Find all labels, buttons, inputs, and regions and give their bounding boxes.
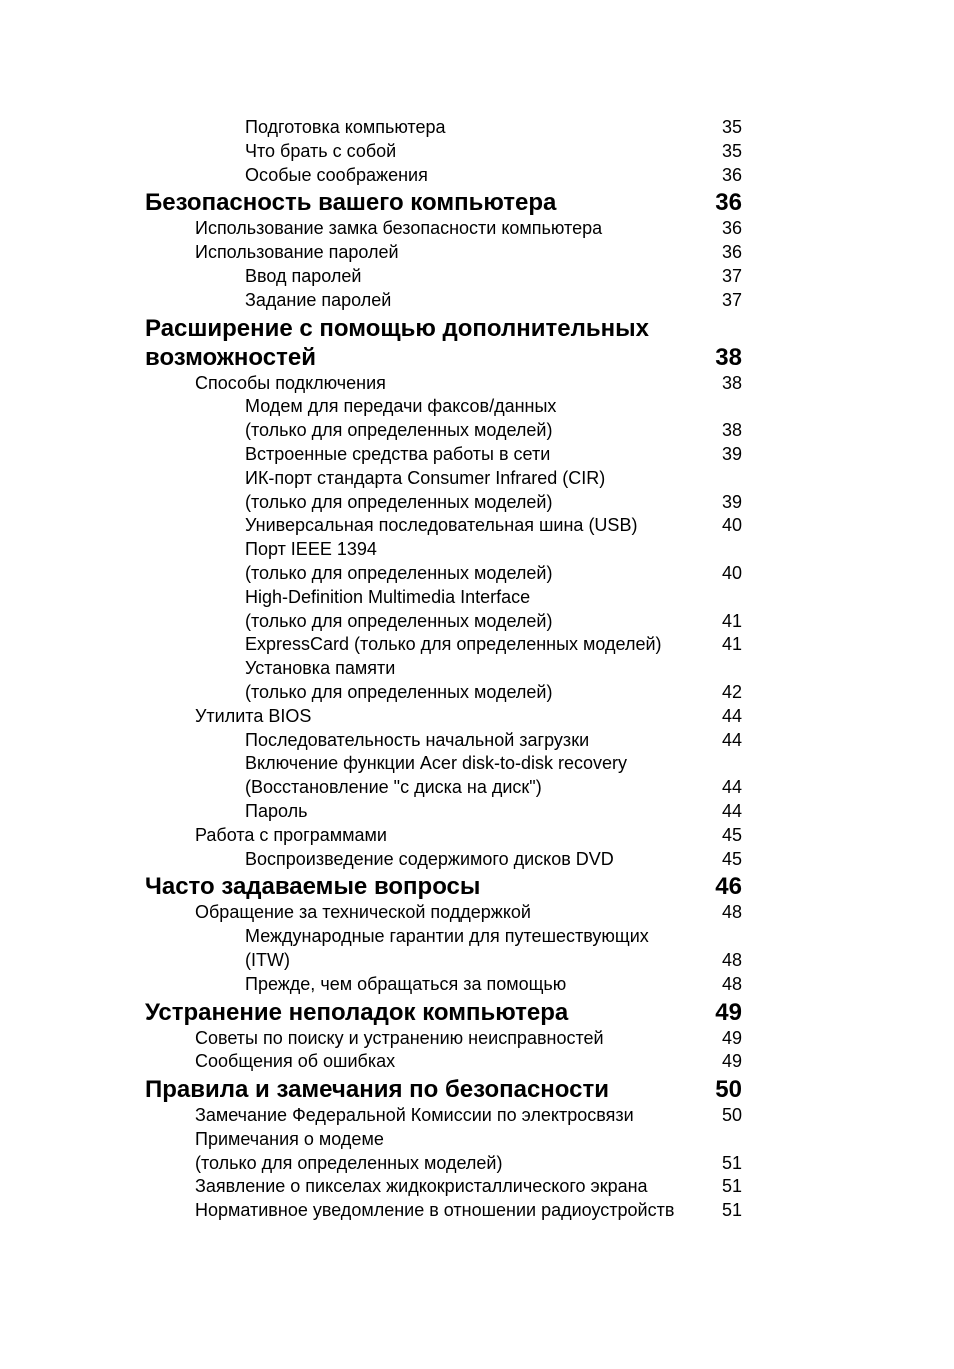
toc-subsection[interactable] [145, 848, 745, 872]
toc-entry-title: Международные гарантии для путешествующих [245, 926, 649, 947]
toc-chapter[interactable] [145, 997, 745, 1027]
toc-page-number: 41 [721, 634, 742, 655]
toc-page-number: 45 [721, 824, 742, 845]
toc-page-number: 49 [715, 998, 742, 1026]
toc-entry-title: Особые соображения [245, 164, 428, 185]
toc-entry-title: Обращение за технической поддержкой [195, 902, 531, 923]
toc-entry-title: Замечание Федеральной Комиссии по электросвязи [195, 1105, 634, 1126]
toc-entry-title: Подготовка компьютера [245, 117, 446, 137]
toc-entry-title: Утилита BIOS [195, 705, 312, 726]
toc-entry-title: Включение функции Acer disk-to-disk recovery [245, 753, 627, 774]
toc-page-number: 48 [721, 902, 742, 923]
toc-page-number: 50 [721, 1105, 742, 1126]
toc-page-number: 44 [721, 777, 742, 798]
toc-page-number: 42 [721, 681, 742, 702]
toc-entry-title: возможностей [145, 343, 316, 371]
toc-section[interactable] [145, 901, 745, 925]
toc-page-number: 35 [721, 140, 742, 161]
toc-section[interactable] [145, 705, 745, 729]
toc-section[interactable] [145, 372, 745, 396]
toc-entry-title: Воспроизведение содержимого дисков DVD [245, 848, 614, 869]
toc-subsection[interactable] [145, 586, 745, 634]
toc-page-number: 44 [721, 729, 742, 750]
toc-entry-title: (только для определенных моделей) [245, 562, 553, 583]
toc-entry-title: (только для определенных моделей) [245, 681, 553, 702]
toc-page-number: 37 [721, 289, 742, 310]
toc-page-number: 38 [721, 372, 742, 393]
toc-page-number: 41 [721, 610, 742, 631]
toc-entry-title: Сообщения об ошибках [195, 1051, 396, 1072]
toc-entry-title: High-Definition Multimedia Interface [245, 586, 531, 607]
toc-entry-title: ExpressCard (только для определенных моделей) [245, 634, 662, 655]
toc-entry-title: Часто задаваемые вопросы [145, 873, 481, 901]
toc-subsection[interactable] [145, 467, 745, 515]
toc-entry-title: Примечания о модеме [195, 1128, 384, 1149]
toc-chapter[interactable] [145, 313, 745, 372]
toc-entry-title: Прежде, чем обращаться за помощью [245, 973, 567, 994]
toc-chapter[interactable] [145, 187, 745, 217]
toc-entry-title: ИК-порт стандарта Consumer Infrared (CIR) [245, 467, 606, 488]
toc-entry-title: Безопасность вашего компьютера [145, 189, 557, 217]
toc-entry-title: (только для определенных моделей) [245, 420, 553, 441]
toc-subsection[interactable] [145, 800, 745, 824]
toc-section[interactable] [145, 1128, 745, 1176]
toc-page-number: 44 [721, 705, 742, 726]
toc-section[interactable] [145, 241, 745, 265]
toc-entry-title: Расширение с помощью дополнительных [145, 314, 649, 342]
toc-entry-title: (ITW) [245, 949, 290, 970]
toc-entry-title: Использование паролей [195, 242, 399, 263]
toc-subsection[interactable] [145, 140, 745, 164]
toc-subsection[interactable] [145, 538, 745, 586]
toc-page-number: 48 [721, 973, 742, 994]
toc-page-number: 49 [721, 1027, 742, 1048]
toc-section[interactable] [145, 1104, 745, 1128]
toc-page-number: 40 [721, 562, 742, 583]
toc-page-number: 36 [721, 242, 742, 263]
toc-entry-title: Последовательность начальной загрузки [245, 729, 590, 750]
toc-entry-title: Заявление о пикселах жидкокристаллического экрана [195, 1176, 648, 1197]
toc-page-number: 39 [721, 491, 742, 512]
toc-entry-title: (только для определенных моделей) [245, 491, 553, 512]
toc-section[interactable] [145, 1027, 745, 1051]
toc-page-number: 51 [721, 1200, 742, 1221]
toc-subsection[interactable] [145, 164, 745, 188]
toc-entry-title: Использование замка безопасности компьютера [195, 218, 603, 239]
toc-subsection[interactable] [145, 514, 745, 538]
toc-page-number: 45 [721, 848, 742, 869]
toc-entry-title: Что брать с собой [245, 140, 397, 161]
toc-entry-title: Способы подключения [195, 372, 386, 393]
toc-entry-title: (только для определенных моделей) [245, 610, 553, 631]
toc-entry-title: Нормативное уведомление в отношении радиоустройств [195, 1200, 675, 1221]
toc-page-number: 50 [715, 1076, 742, 1104]
toc-page-number: 36 [721, 218, 742, 239]
toc-page-number: 36 [721, 164, 742, 185]
toc-page-number: 36 [715, 189, 742, 217]
toc-section[interactable] [145, 1050, 745, 1074]
toc-chapter[interactable] [145, 1074, 745, 1104]
toc-entry-title: Правила и замечания по безопасности [145, 1076, 609, 1104]
toc-page-number: 40 [721, 515, 742, 536]
toc-entry-title: Пароль [245, 800, 308, 821]
toc-subsection[interactable] [145, 289, 745, 313]
toc-page-number: 51 [721, 1176, 742, 1197]
toc-subsection[interactable] [145, 443, 745, 467]
toc-page-number: 44 [721, 800, 742, 821]
toc-subsection[interactable] [145, 925, 745, 973]
toc-chapter[interactable] [145, 871, 745, 901]
toc-page-number: 35 [721, 117, 742, 137]
toc-entry-title: Установка памяти [245, 658, 396, 679]
toc-section[interactable] [145, 824, 745, 848]
toc-subsection[interactable] [145, 265, 745, 289]
toc-page-number: 37 [721, 265, 742, 286]
toc-page-number: 38 [715, 343, 742, 371]
toc-subsection[interactable] [145, 973, 745, 997]
toc-section[interactable] [145, 217, 745, 241]
toc-section[interactable] [145, 1199, 745, 1223]
toc-entry-title: Устранение неполадок компьютера [145, 998, 569, 1026]
toc-subsection[interactable] [145, 395, 745, 443]
toc-entry-title: Ввод паролей [245, 265, 362, 286]
toc-subsection[interactable] [145, 633, 745, 657]
toc-entry-title: Задание паролей [245, 289, 392, 310]
toc-entry-title: Советы по поиску и устранению неисправностей [195, 1027, 604, 1048]
table-of-contents [145, 116, 745, 1223]
toc-page-number: 51 [721, 1152, 742, 1173]
toc-page-number: 49 [721, 1051, 742, 1072]
toc-page-number: 48 [721, 949, 742, 970]
toc-page-number: 38 [721, 420, 742, 441]
toc-page-number: 39 [721, 443, 742, 464]
toc-subsection[interactable] [145, 752, 745, 800]
toc-entry-title: Универсальная последовательная шина (USB) [245, 515, 638, 536]
toc-entry-title: (только для определенных моделей) [195, 1152, 503, 1173]
toc-section[interactable] [145, 1175, 745, 1199]
toc-entry-title: Модем для передачи факсов/данных [245, 396, 557, 417]
toc-page-number: 46 [715, 873, 742, 901]
toc-entry-title: Порт IEEE 1394 [245, 539, 377, 560]
toc-entry-title: Работа с программами [195, 824, 387, 845]
toc-entry-title: (Восстановление "с диска на диск") [245, 777, 542, 798]
toc-subsection[interactable] [145, 657, 745, 705]
toc-subsection[interactable] [145, 729, 745, 753]
toc-subsection[interactable] [145, 116, 745, 140]
toc-entry-title: Встроенные средства работы в сети [245, 443, 551, 464]
